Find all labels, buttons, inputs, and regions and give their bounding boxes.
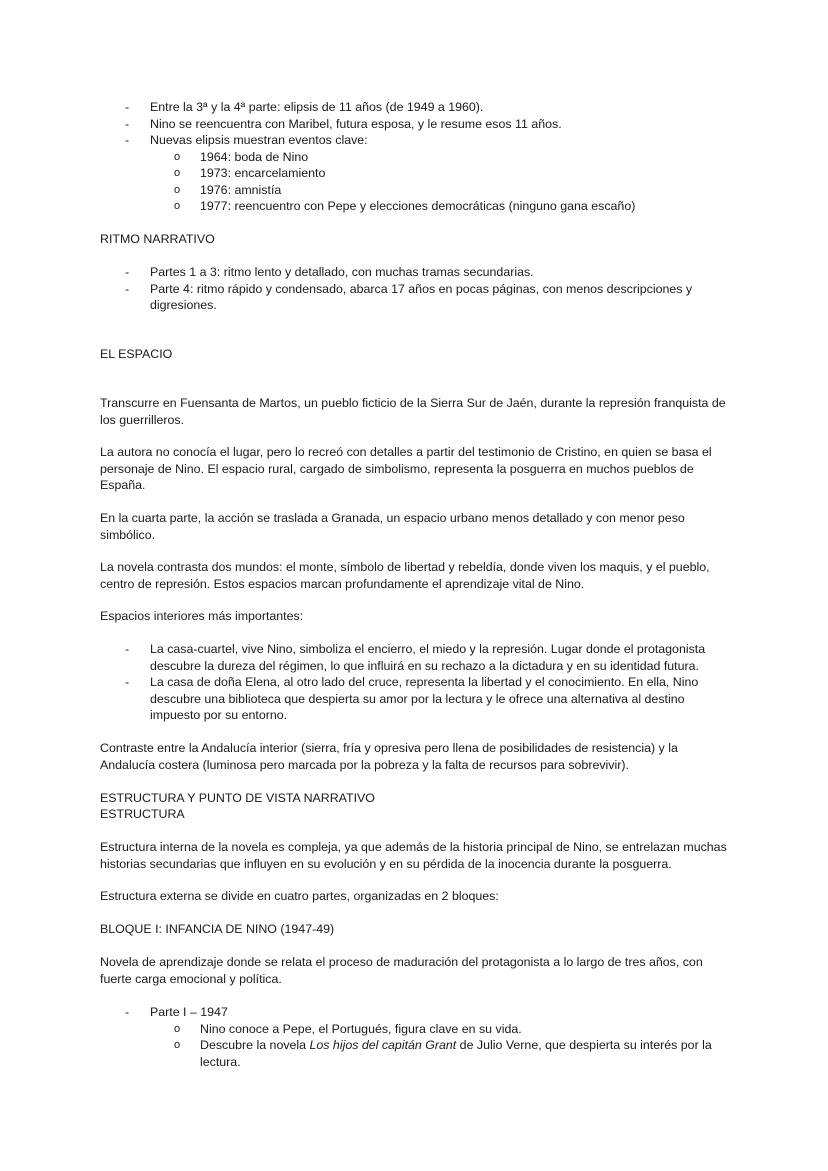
paragraph: En la cuarta parte, la acción se traslada a Granada, un espacio urbano menos detallado y con menor peso simbólico. [100, 511, 685, 542]
sublist-item-text: Descubre la novela [200, 1038, 310, 1052]
sublist-item [100, 1037, 730, 1070]
circle-marker: o [174, 150, 181, 163]
dash-marker: - [125, 133, 130, 147]
circle-marker: o [174, 183, 181, 196]
section-heading: EL ESPACIO [100, 347, 173, 361]
circle-marker: o [174, 200, 181, 212]
section-heading: RITMO NARRATIVO [100, 232, 215, 246]
sublist-item-text: 1973: encarcelamiento [200, 166, 326, 180]
circle-marker: o [174, 1039, 181, 1051]
paragraph: Espacios interiores más importantes: [100, 609, 304, 623]
dash-marker: - [125, 1005, 130, 1019]
list-item [100, 264, 730, 281]
events-sublist [150, 149, 730, 215]
list-item [100, 674, 730, 724]
list-item-text: Parte 4: ritmo rápido y condensado, abarca 17 años en pocas páginas, con menos descripciones y digresiones. [150, 281, 693, 312]
circle-marker: o [174, 167, 181, 179]
list-item [100, 641, 730, 674]
list-item-text: La casa-cuartel, vive Nino, simboliza el encierro, el miedo y la represión. Lugar donde el protagonista descubre la dureza del régimen, lo que influirá en su rechazo a la dictadura y en su identidad futura. [150, 642, 706, 673]
sublist-item [100, 165, 730, 182]
list-item [100, 116, 730, 133]
paragraph: Estructura externa se divide en cuatro partes, organizadas en 2 bloques: [100, 889, 499, 903]
interior-spaces-list [100, 641, 730, 724]
list-item [100, 132, 730, 215]
sublist-item-text: 1964: boda de Nino [200, 149, 309, 164]
book-title: Los hijos del capitán Grant [309, 1038, 457, 1052]
sublist-item-text: 1976: amnistía [200, 182, 282, 197]
list-item [100, 1004, 730, 1070]
dash-marker: - [125, 100, 130, 114]
circle-marker: o [174, 1022, 181, 1035]
list-item [100, 99, 730, 116]
list-item-text: Partes 1 a 3: ritmo lento y detallado, con muchas tramas secundarias. [150, 265, 534, 279]
list-item [100, 281, 730, 314]
paragraph: Novela de aprendizaje donde se relata el proceso de maduración del protagonista a lo largo de tres años, con fuerte carga emocional y política. [100, 955, 703, 986]
parte-sublist [150, 1021, 730, 1071]
paragraph: Transcurre en Fuensanta de Martos, un pueblo ficticio de la Sierra Sur de Jaén, durante la represión franquista de los guerrilleros. [100, 396, 726, 427]
list-item-text: Nino se reencuentra con Maribel, futura esposa, y le resume esos 11 años. [150, 116, 562, 131]
sublist-item-text: Nino conoce a Pepe, el Portugués, figura clave en su vida. [200, 1021, 522, 1036]
sublist-item [100, 182, 730, 199]
dash-marker: - [125, 265, 130, 279]
sublist-item-text: 1977: reencuentro con Pepe y elecciones democráticas (ninguno gana escaño) [200, 199, 636, 213]
subsection-heading: ESTRUCTURA [100, 807, 185, 821]
paragraph: Estructura interna de la novela es compleja, ya que además de la historia principal de Nino, se entrelazan muchas historias secundarias que influyen en su evolución y en su pérdida de la inocencia durante la posguerra. [100, 840, 727, 871]
list-item-text: Nuevas elipsis muestran eventos clave: [150, 133, 368, 147]
section-heading: ESTRUCTURA Y PUNTO DE VISTA NARRATIVO [100, 791, 375, 805]
list-item-text: La casa de doña Elena, al otro lado del cruce, representa la libertad y el conocimiento. En ella, Nino descubre una biblioteca que despierta su amor por la lectura y le ofrece una alternativa al destino impuesto por su entorno. [150, 675, 699, 722]
paragraph: La autora no conocía el lugar, pero lo recreó con detalles a partir del testimonio de Cristino, en quien se basa el personaje de Nino. El espacio rural, cargado de simbolismo, representa la posguerra en muchos pueblos de España. [100, 445, 712, 492]
dash-marker: - [125, 675, 130, 689]
block-heading: BLOQUE I: INFANCIA DE NINO (1947-49) [100, 922, 335, 936]
ellipsis-list [100, 99, 730, 215]
dash-marker: - [125, 116, 130, 131]
sublist-item [100, 149, 730, 166]
paragraph: La novela contrasta dos mundos: el monte, símbolo de libertad y rebeldía, donde viven los maquis, y el pueblo, centro de represión. Estos espacios marcan profundamente el aprendizaje vital de Nino. [100, 560, 710, 591]
parts-list [100, 1004, 730, 1070]
sublist-item [100, 1021, 730, 1038]
sublist-item-text: de Julio Verne, que despierta su interés por la lectura. [200, 1038, 712, 1069]
sublist-item [100, 198, 730, 215]
dash-marker: - [125, 281, 130, 296]
paragraph: Contraste entre la Andalucía interior (sierra, fría y opresiva pero llena de posibilidades de resistencia) y la Andalucía costera (luminosa pero marcada por la pobreza y la falta de recursos para sobrevivir). [100, 741, 678, 772]
dash-marker: - [125, 642, 130, 656]
list-item-text: Parte I – 1947 [150, 1005, 228, 1019]
list-item-text: Entre la 3ª y la 4ª parte: elipsis de 11 años (de 1949 a 1960). [150, 100, 484, 114]
ritmo-list [100, 264, 730, 314]
